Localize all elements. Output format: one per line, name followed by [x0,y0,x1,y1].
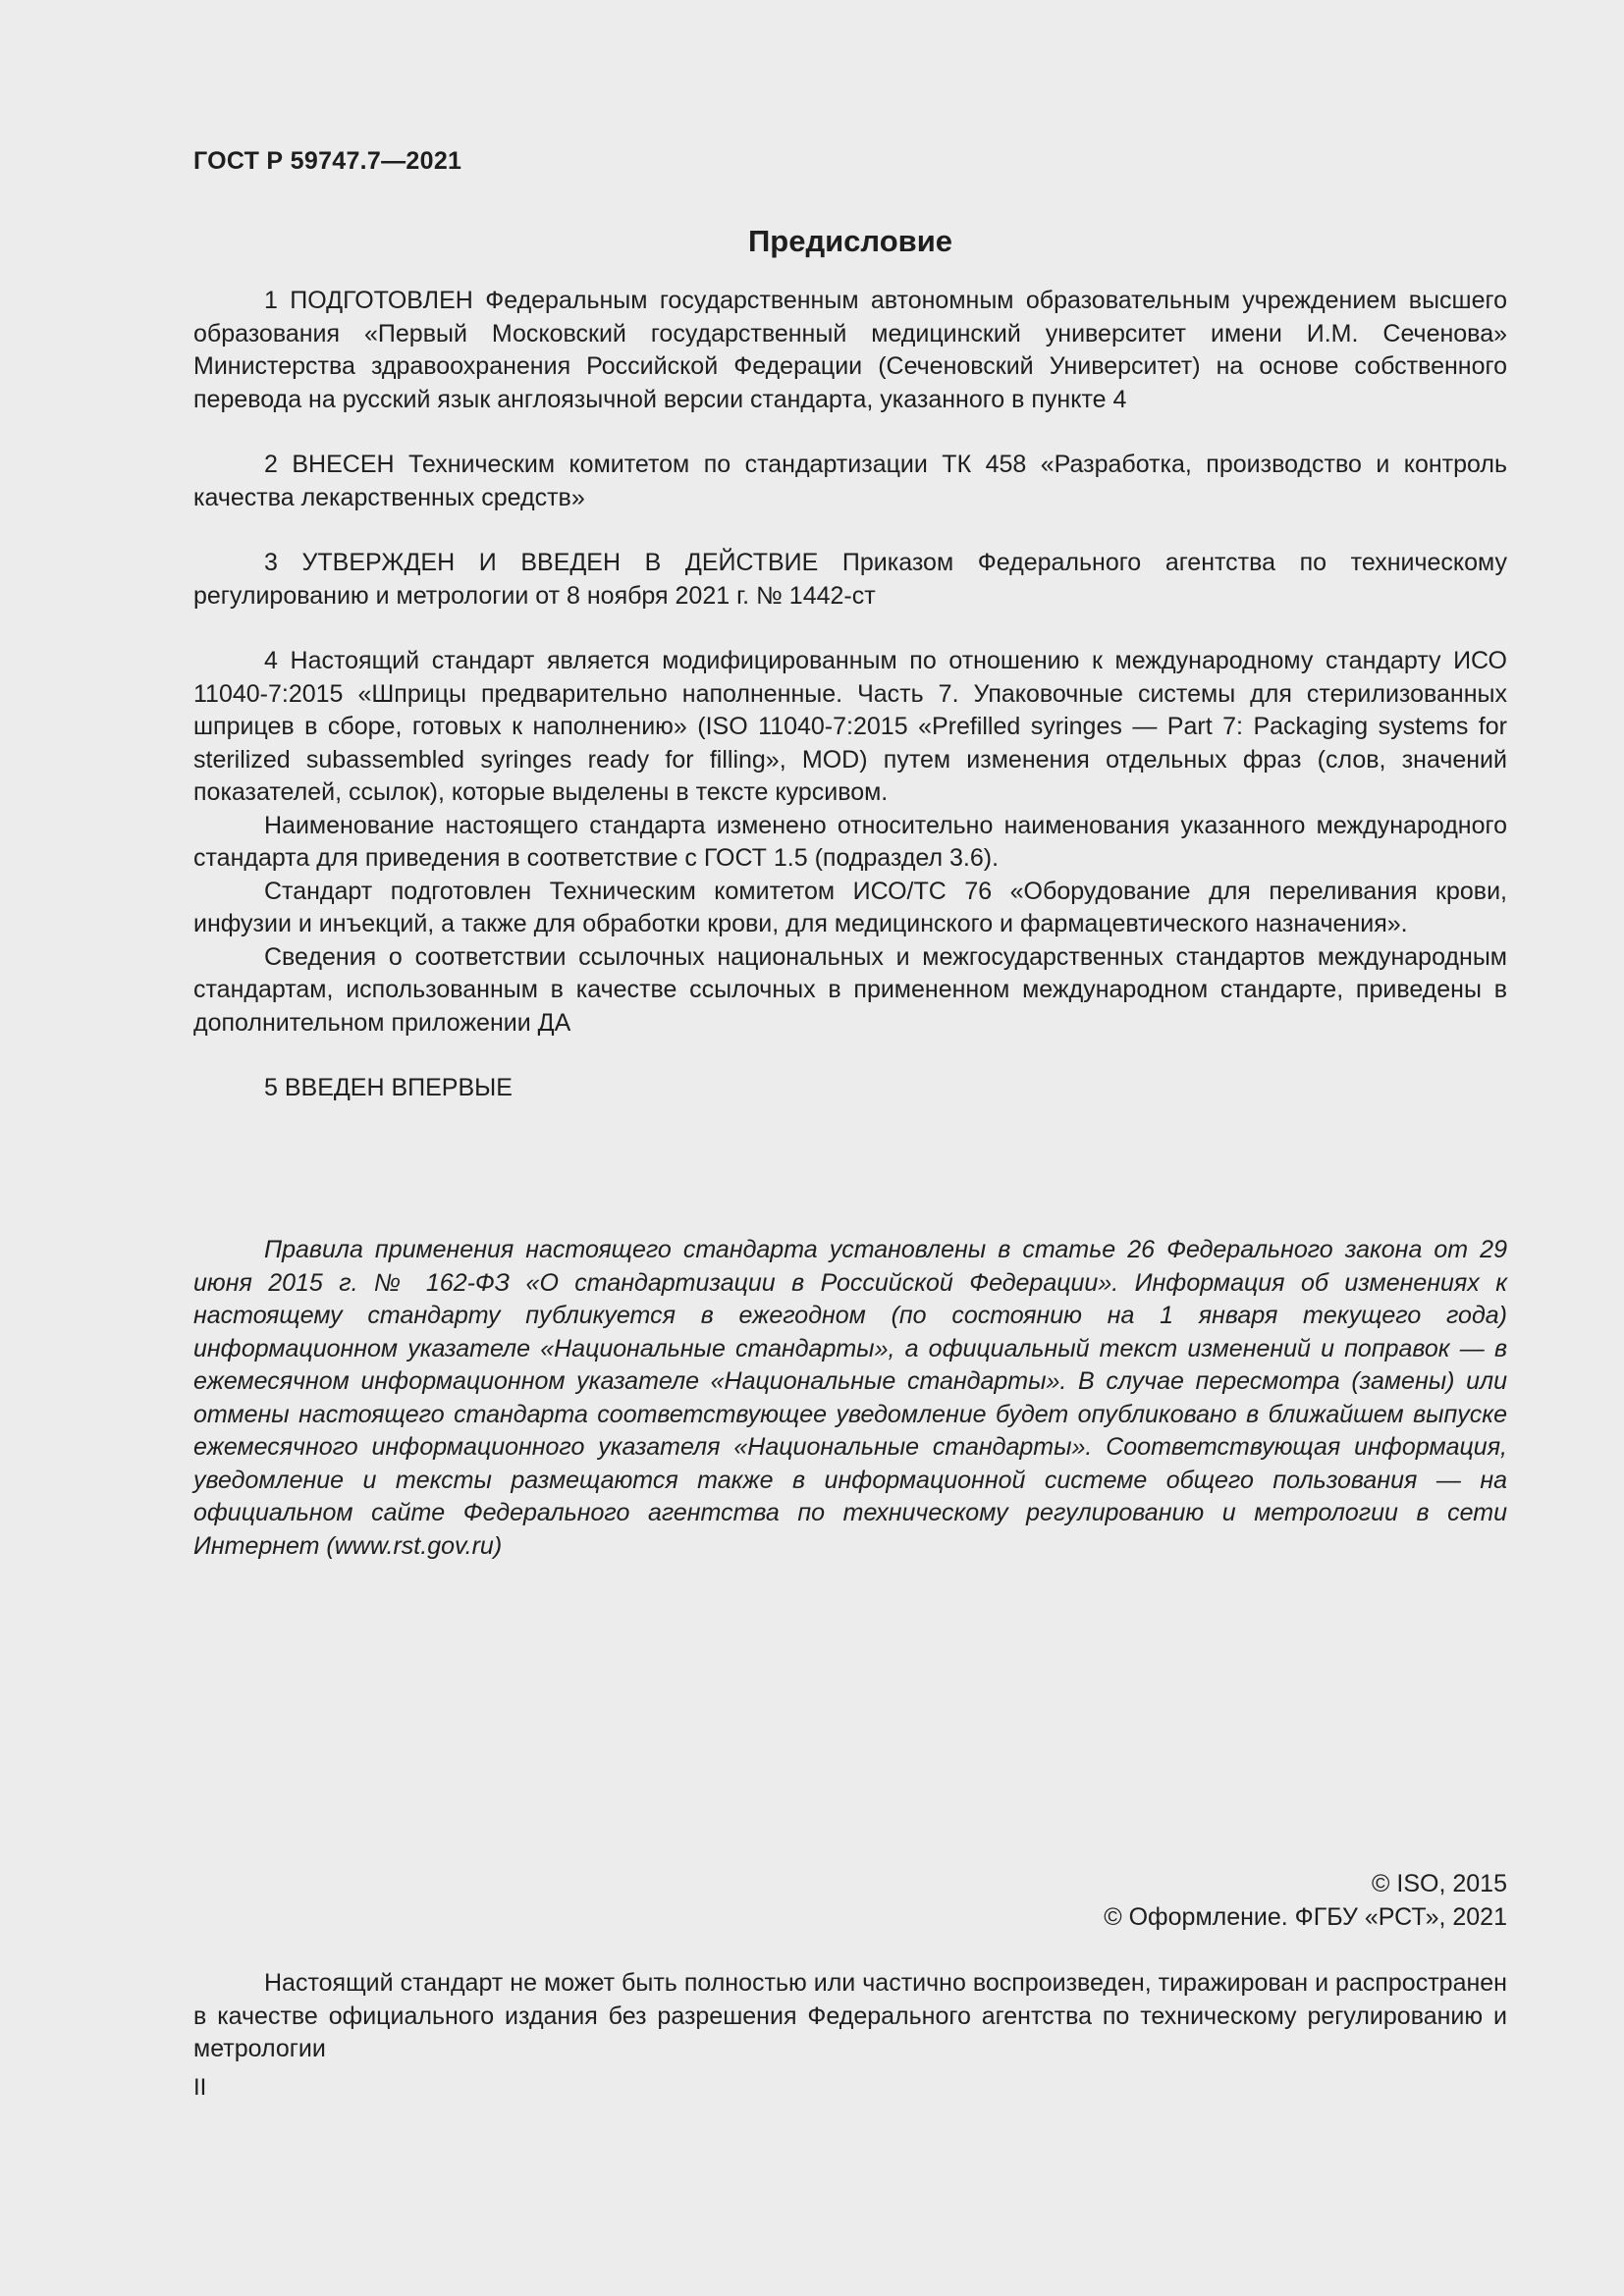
paragraph-modification: 4 Настоящий стандарт является модифицированным по отношению к международному стандарту ИСО 11040-7:2015 «Шприцы предварительно наполненные. Часть 7. Упаковочные системы для стерилизованных шприцев в сборе, готовых к наполнению» (ISO 11040-7:2015 «Prefilled syringes — Part 7: Packaging systems for sterilized subassembled syringes ready for filling», MOD) путем изменения отдельных фраз (слов, значений показателей, ссылок), которые выделены в тексте курсивом. [193,647,1507,806]
copyright-design: © Оформление. ФГБУ «РСТ», 2021 [1104,1902,1507,1931]
paragraph-references: Сведения о соответствии ссылочных национальных и межгосударственных стандартов международным стандартам, использованным в качестве ссылочных в примененном международном стандарте, приведены в дополнительном приложении ДА [193,942,1507,1037]
rules-notice: Правила применения настоящего стандарта установлены в статье 26 Федерального закона от 29 июня 2015 г. № 162-ФЗ «О стандартизации в Российской Федерации». Информация об изменениях к настоящему стандарту публикуется в ежегодном (по состоянию на 1 января текущего года) информационном указателе «Национальные стандарты», а официальный текст изменений и поправок — в ежемесячном информационном указателе «Национальные стандарты». В случае пересмотра (замены) или отмены настоящего стандарта соответствующее уведомление будет опубликовано в ближайшем выпуске ежемесячного информационного указателя «Национальные стандарты». Соответствующая информация, уведомление и тексты размещаются также в информационной системе общего пользования — на официальном сайте Федерального агентства по техническому регулированию и метрологии в сети Интернет (www.rst.gov.ru) [193,1236,1507,1560]
paragraph-committee: Стандарт подготовлен Техническим комитетом ИСО/ТС 76 «Оборудование для переливания крови, инфузии и инъекций, а также для обработки крови, для медицинского и фармацевтического назначения». [193,877,1507,937]
paragraph-submitted: 2 ВНЕСЕН Техническим комитетом по стандартизации ТК 458 «Разработка, производство и контроль качества лекарственных средств» [193,451,1507,511]
foreword-body [193,285,1507,1105]
page-number: II [193,2074,207,2101]
standard-code: ГОСТ Р 59747.7—2021 [193,147,462,175]
paragraph-approved: 3 УТВЕРЖДЕН И ВВЕДЕН В ДЕЙСТВИЕ Приказом Федерального агентства по техническому регулированию и метрологии от 8 ноября 2021 г. № 1442-ст [193,549,1507,610]
paragraph-title-change: Наименование настоящего стандарта изменено относительно наименования указанного международного стандарта для приведения в соответствие с ГОСТ 1.5 (подраздел 3.6). [193,811,1507,872]
paragraph-prepared: 1 ПОДГОТОВЛЕН Федеральным государственным автономным образовательным учреждением высшего образования «Первый Московский государственный медицинский университет имени И.М. Сеченова» Министерства здравоохранения Российской Федерации (Сеченовский Университет) на основе собственного перевода на русский язык англоязычной версии стандарта, указанного в пункте 4 [193,287,1507,413]
page-title: Предисловие [747,224,952,258]
reproduction-notice: Настоящий стандарт не может быть полностью или частично воспроизведен, тиражирован и распространен в качестве официального издания без разрешения Федерального агентства по техническому регулированию и метрологии [193,1969,1507,2062]
copyright-block [1104,1868,1507,1934]
paragraph-first-introduced: 5 ВВЕДЕН ВПЕРВЫЕ [264,1074,513,1101]
copyright-iso: © ISO, 2015 [1372,1870,1507,1897]
